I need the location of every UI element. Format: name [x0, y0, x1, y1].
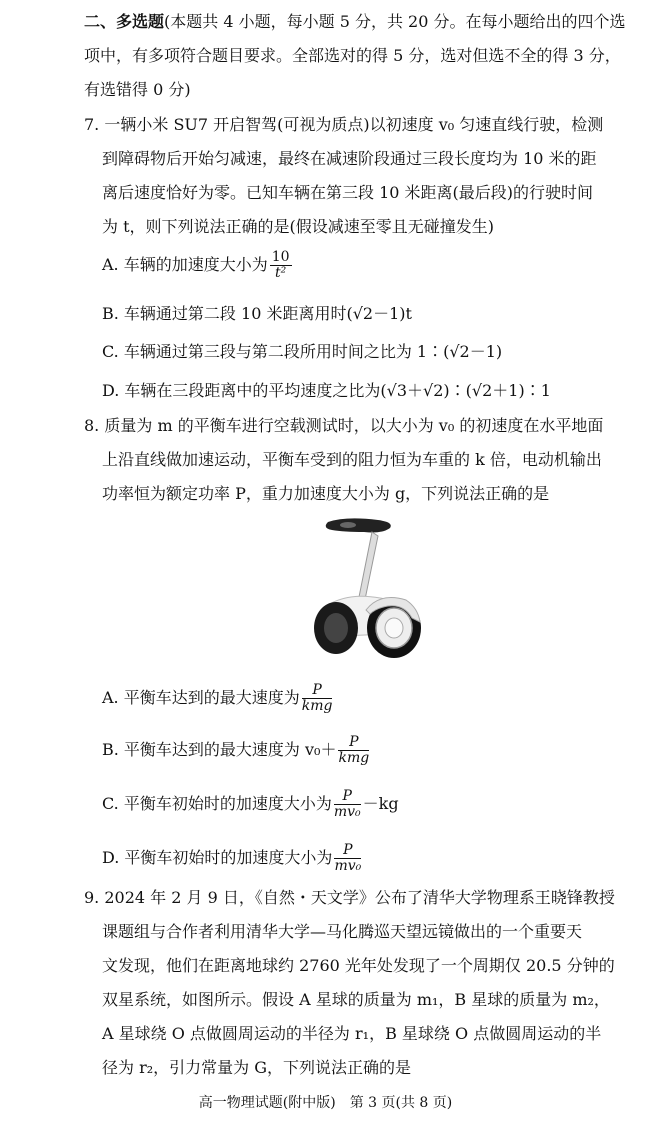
q8-option-d — [102, 843, 363, 874]
q8-option-d-fraction — [334, 843, 361, 874]
q7-option-c: C. 车辆通过第三段与第二段所用时间之比为 1∶(√2－1) — [102, 342, 503, 361]
q8-option-a-text: A. 平衡车达到的最大速度为 — [102, 688, 300, 707]
q9-line2: 课题组与合作者利用清华大学—马化腾巡天望远镜做出的一个重要天 — [102, 922, 583, 941]
q9-line5: A 星球绕 O 点做圆周运动的半径为 r₁，B 星球绕 O 点做圆周运动的半 — [102, 1024, 602, 1043]
q8-option-c-text: C. 平衡车初始时的加速度大小为 — [102, 794, 332, 813]
section-intro-text: (本题共 4 小题，每小题 5 分，共 20 分。在每小题给出的四个选 — [164, 12, 626, 31]
q8-line1: 8. 质量为 m 的平衡车进行空载测试时，以大小为 v₀ 的初速度在水平地面 — [84, 416, 604, 435]
q7-option-a — [102, 250, 294, 281]
fraction-numerator: P — [334, 789, 361, 805]
fraction-numerator: P — [334, 843, 361, 859]
q8-option-a-fraction — [302, 683, 333, 714]
fraction-denominator: mv₀ — [334, 858, 362, 874]
fraction-denominator: kmg — [338, 750, 370, 766]
q8-option-a — [102, 683, 334, 714]
q7-line3: 离后速度恰好为零。已知车辆在第三段 10 米距离(最后段)的行驶时间 — [102, 183, 594, 202]
fraction-denominator: mv₀ — [333, 804, 361, 820]
q7-line4: 为 t，则下列说法正确的是(假设减速至零且无碰撞发生) — [102, 217, 495, 236]
q8-option-b-fraction — [338, 735, 369, 766]
fraction-numerator: P — [338, 735, 369, 751]
q9-line1: 9. 2024 年 2 月 9 日，《自然・天文学》公布了清华大学物理系王晓锋教授 — [84, 888, 615, 907]
q8-option-c-fraction — [334, 789, 361, 820]
q8-option-b-text: B. 平衡车达到的最大速度为 v₀＋ — [102, 740, 337, 759]
q7-option-a-fraction — [270, 250, 292, 281]
section-intro-line3: 有选错得 0 分) — [84, 80, 191, 99]
q9-line4: 双星系统，如图所示。假设 A 星球的质量为 m₁，B 星球的质量为 m₂， — [102, 990, 610, 1009]
q8-option-d-text: D. 平衡车初始时的加速度大小为 — [102, 848, 333, 867]
q8-option-c — [102, 789, 399, 820]
q9-line3: 文发现，他们在距离地球约 2760 光年处发现了一个周期仅 20.5 分钟的 — [102, 956, 615, 975]
q7-line2: 到障碍物后开始匀减速，最终在减速阶段通过三段长度均为 10 米的距 — [102, 149, 597, 168]
page-footer: 高一物理试题(附中版) 第 3 页(共 8 页) — [198, 1095, 453, 1111]
section-heading: 二、多选题 — [84, 12, 165, 31]
q8-option-b — [102, 735, 371, 766]
section-intro-line2: 项中，有多项符合题目要求。全部选对的得 5 分，选对但选不全的得 3 分， — [84, 46, 621, 65]
fraction-denominator: kmg — [301, 698, 333, 714]
section-intro-line1 — [84, 12, 626, 32]
q8-line3: 功率恒为额定功率 P，重力加速度大小为 g，下列说法正确的是 — [102, 484, 550, 503]
q7-option-b: B. 车辆通过第二段 10 米距离用时(√2－1)t — [102, 304, 412, 323]
q7-option-d: D. 车辆在三段距离中的平均速度之比为(√3＋√2)∶(√2＋1)∶1 — [102, 381, 551, 400]
fraction-numerator: 10 — [271, 249, 290, 265]
q8-line2: 上沿直线做加速运动，平衡车受到的阻力恒为车重的 k 倍，电动机输出 — [102, 450, 602, 469]
q8-option-c-suffix: －kg — [362, 794, 399, 813]
q7-line1: 7. 一辆小米 SU7 开启智驾(可视为质点)以初速度 v₀ 匀速直线行驶，检测 — [84, 115, 604, 134]
q9-line6: 径为 r₂，引力常量为 G，下列说法正确的是 — [102, 1058, 412, 1077]
fraction-numerator: P — [302, 683, 333, 699]
balance-scooter-image — [308, 514, 428, 662]
fraction-denominator: t² — [275, 265, 287, 281]
q7-option-a-text: A. 车辆的加速度大小为 — [102, 255, 268, 274]
